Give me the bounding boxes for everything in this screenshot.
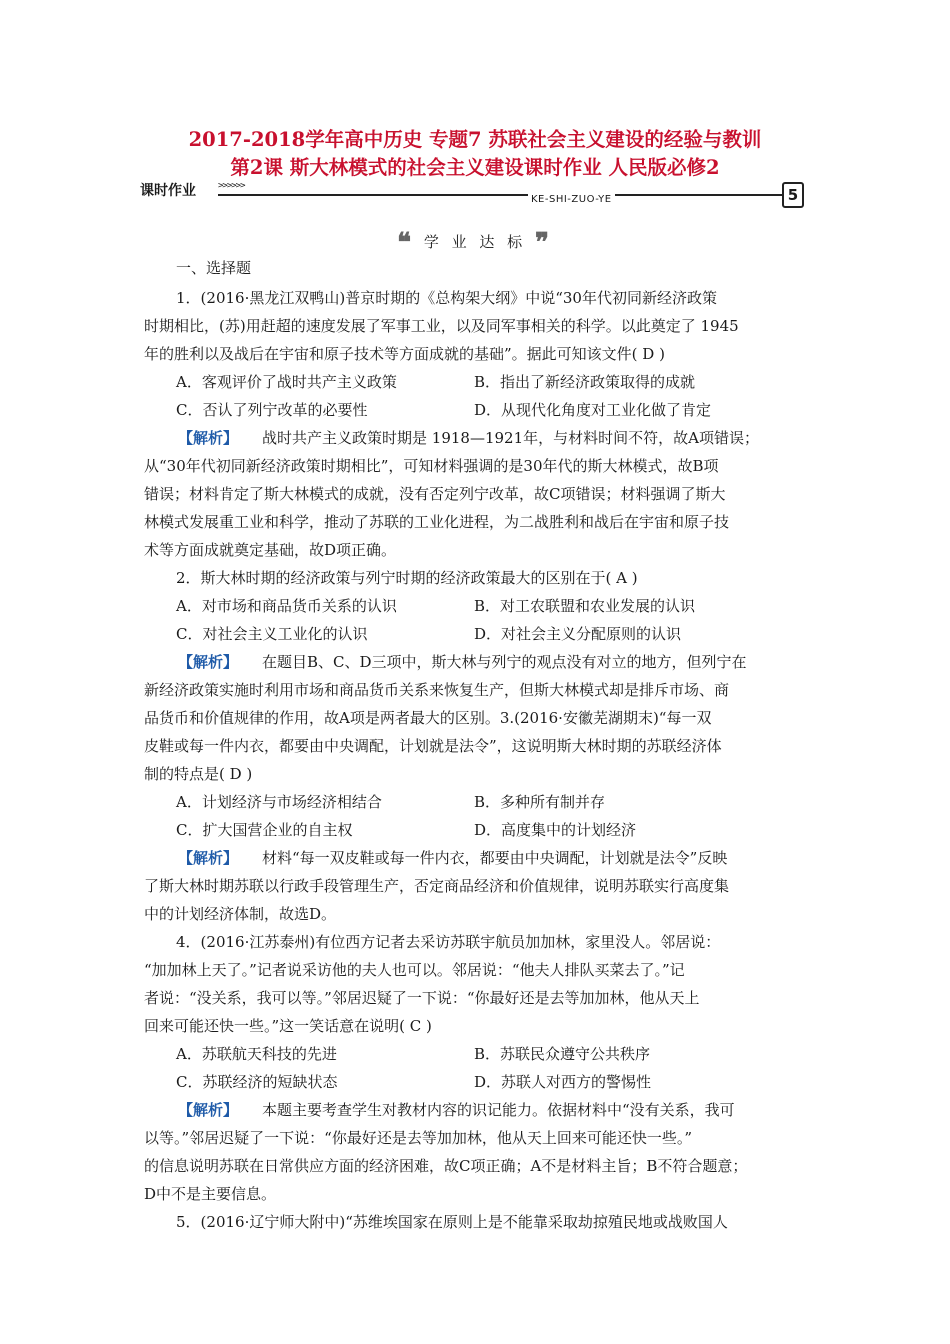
text-line: 4．(2016·江苏泰州)有位西方记者去采访苏联宇航员加加林，家里没人。邻居说： <box>176 933 721 951</box>
text-line: 从“30年代初同新经济政策时期相比”，可知材料强调的是30年代的斯大林模式，故B项 <box>144 457 719 475</box>
open-quote-icon: ❝ <box>397 228 416 258</box>
option-d: D．从现代化角度对工业化做了肯定 <box>474 401 712 419</box>
text-line: 1．(2016·黑龙江双鸭山)普京时期的《总构架大纲》中说“30年代初同新经济政策 <box>176 289 717 307</box>
text-line: “加加林上天了。”记者说采访他的夫人也可以。邻居说：“他夫人排队买菜去了。”记 <box>144 961 685 979</box>
option-d: D．高度集中的计划经济 <box>474 821 637 839</box>
explanation-label: 【解析】 <box>178 849 239 867</box>
explanation-tag <box>178 428 238 448</box>
text-line: 的信息说明苏联在日常供应方面的经济困难，故C项正确；A不是材料主旨；B不符合题意； <box>144 1157 748 1175</box>
option-b: B．指出了新经济政策取得的成就 <box>474 373 696 391</box>
explanation-label: 【解析】 <box>178 653 239 671</box>
text-line: 时期相比，(苏)用赶超的速度发展了军事工业，以及同军事相关的科学。以此奠定了 1945 <box>144 317 739 335</box>
option-b: B．多种所有制并存 <box>474 793 606 811</box>
section-title-text: 学 业 达 标 <box>423 233 527 251</box>
explanation-tag <box>178 848 238 868</box>
option-c: C．对社会主义工业化的认识 <box>176 625 368 643</box>
explanation-label: 【解析】 <box>178 1101 239 1119</box>
text-line: 制的特点是( D ) <box>144 765 253 783</box>
header-divider <box>218 194 782 196</box>
text-line: 皮鞋或每一件内衣，都要由中央调配，计划就是法令”，这说明斯大林时期的苏联经济体 <box>144 737 722 755</box>
text-line: 中的计划经济体制，故选D。 <box>144 905 337 923</box>
option-d: D．对社会主义分配原则的认识 <box>474 625 682 643</box>
text-line: 品货币和价值规律的作用，故A项是两者最大的区别。3.(2016·安徽芜湖期末)“每一双 <box>144 709 712 727</box>
text-line: 战时共产主义政策时期是 1918—1921年，与材料时间不符，故A项错误； <box>262 429 759 447</box>
option-a: A．对市场和商品货币关系的认识 <box>176 597 397 615</box>
homework-label: 课时作业 <box>140 183 196 199</box>
text-line: 回来可能还快一些。”这一笑话意在说明( C ) <box>144 1017 432 1035</box>
option-a: A．苏联航天科技的先进 <box>176 1045 337 1063</box>
option-c: C．扩大国营企业的自主权 <box>176 821 353 839</box>
text-line: 者说：“没关系，我可以等。”邻居迟疑了一下说：“你最好还是去等加加林，他从天上 <box>144 989 700 1007</box>
text-line: 本题主要考查学生对教材内容的识记能力。依据材料中“没有关系，我可 <box>262 1101 735 1119</box>
text-line: 2．斯大林时期的经济政策与列宁时期的经济政策最大的区别在于( A ) <box>176 569 638 587</box>
option-c: C．苏联经济的短缺状态 <box>176 1073 338 1091</box>
homework-pinyin: KE-SHI-ZUO-YE <box>528 194 615 205</box>
option-c: C．否认了列宁改革的必要性 <box>176 401 368 419</box>
option-b: B．对工农联盟和农业发展的认识 <box>474 597 696 615</box>
option-d: D．苏联人对西方的警惕性 <box>474 1073 652 1091</box>
text-line: 术等方面成就奠定基础，故D项正确。 <box>144 541 397 559</box>
text-line: 了斯大林时期苏联以行政手段管理生产，否定商品经济和价值规律，说明苏联实行高度集 <box>144 877 730 895</box>
explanation-label: 【解析】 <box>178 429 239 447</box>
option-b: B．苏联民众遵守公共秩序 <box>474 1045 651 1063</box>
document-title-line-2: 第2课 斯大林模式的社会主义建设课时作业 人民版必修2 <box>230 156 720 179</box>
text-line: 年的胜利以及战后在宇宙和原子技术等方面成就的基础”。据此可知该文件( D ) <box>144 345 665 363</box>
text-line: 以等。”邻居迟疑了一下说：“你最好还是去等加加林，他从天上回来可能还快一些。” <box>144 1129 693 1147</box>
explanation-tag <box>178 652 238 672</box>
text-line: 5．(2016·辽宁师大附中)“苏维埃国家在原则上是不能靠采取劫掠殖民地或战败国人 <box>176 1213 728 1231</box>
homework-header-bar <box>140 179 810 207</box>
text-line: 错误；材料肯定了斯大林模式的成就，没有否定列宁改革，故C项错误；材料强调了斯大 <box>144 485 726 503</box>
text-line: D中不是主要信息。 <box>144 1185 277 1203</box>
part-heading: 一、选择题 <box>176 259 252 277</box>
text-line: 新经济政策实施时利用市场和商品货币关系来恢复生产，但斯大林模式却是排斥市场、商 <box>144 681 730 699</box>
text-line: 在题目B、C、D三项中，斯大林与列宁的观点没有对立的地方，但列宁在 <box>262 653 747 671</box>
section-title <box>0 228 950 258</box>
close-quote-icon: ❞ <box>534 228 553 258</box>
option-a: A．客观评价了战时共产主义政策 <box>176 373 397 391</box>
arrow-decoration-icon: >>>>>> <box>218 181 245 191</box>
text-line: 材料“每一双皮鞋或每一件内衣，都要由中央调配，计划就是法令”反映 <box>262 849 728 867</box>
text-line: 林模式发展重工业和科学，推动了苏联的工业化进程，为二战胜利和战后在宇宙和原子技 <box>144 513 730 531</box>
document-title-line-1: 2017-2018学年高中历史 专题7 苏联社会主义建设的经验与教训 <box>188 128 762 151</box>
explanation-tag <box>178 1100 238 1120</box>
page-number-badge: 5 <box>782 182 804 208</box>
option-a: A．计划经济与市场经济相结合 <box>176 793 382 811</box>
